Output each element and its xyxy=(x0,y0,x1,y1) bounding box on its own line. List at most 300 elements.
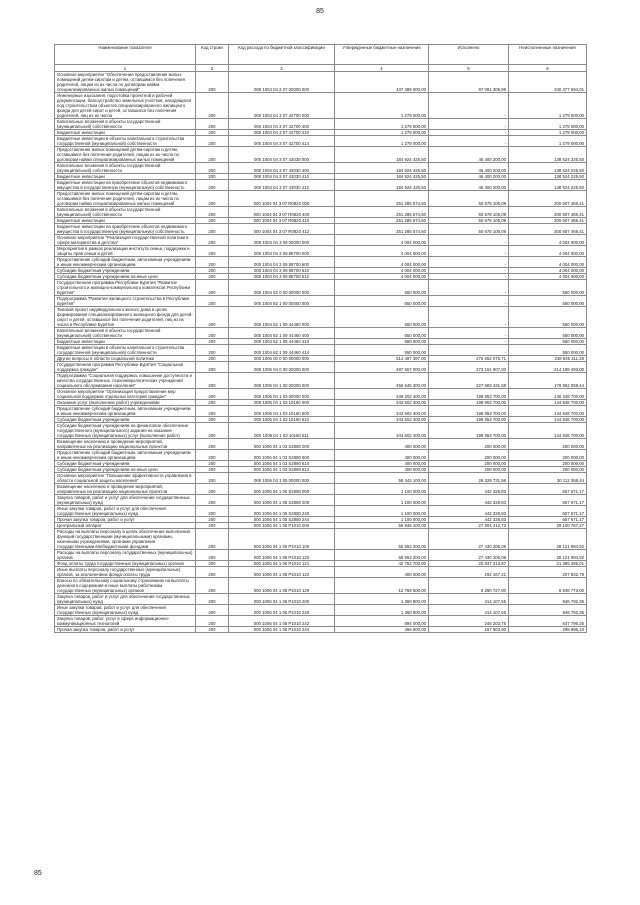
row-executed-amount: 273 161 907,00 xyxy=(429,362,509,373)
table-row xyxy=(55,594,587,605)
row-classification-code: 000 1006 04 1 03 00000 000 xyxy=(229,389,335,400)
table-row xyxy=(55,163,587,174)
row-approved-amount: 4 004 000,00 xyxy=(335,246,429,257)
row-name: Иные закупки товаров, работ и услуг для обеспечения государственных (муниципальных) нужд xyxy=(55,506,196,517)
row-code: 200 xyxy=(196,550,229,561)
row-executed-amount: - xyxy=(429,296,509,307)
column-header-code: Код строки xyxy=(196,45,229,65)
row-code: 200 xyxy=(196,147,229,163)
row-name: Субсидии бюджетным учреждениям на иные цели xyxy=(55,274,196,280)
row-approved-amount: 251 285 574,50 xyxy=(335,224,429,235)
row-approved-amount: 184 924 425,50 xyxy=(335,147,429,163)
row-unexecuted-amount: 657 671,17 xyxy=(509,484,587,495)
row-name: Капитальные вложения в объекты государственной (муниципальной) собственности xyxy=(55,163,196,174)
row-unexecuted-amount: 200 000,00 xyxy=(509,439,587,450)
row-name: Иные закупки товаров, работ и услуг для обеспечения государственных (муниципальных) нужд xyxy=(55,605,196,616)
row-executed-amount: - xyxy=(429,235,509,246)
row-code: 200 xyxy=(196,218,229,224)
row-code: 200 xyxy=(196,180,229,191)
row-name: Предоставление жилых помещений детям-сиротам и детям, оставшимся без попечения родителей, лицам из их числа по договорам найма специализированных жилых помещений xyxy=(55,191,196,207)
table-row xyxy=(55,627,587,633)
row-unexecuted-amount: 657 671,17 xyxy=(509,495,587,506)
row-classification-code: 000 1006 04 1 05 P1010 120 xyxy=(229,550,335,561)
row-approved-amount: 1 100 000,00 xyxy=(335,484,429,495)
row-executed-amount: 442 328,83 xyxy=(429,484,509,495)
row-code: 200 xyxy=(196,345,229,356)
row-executed-amount: - xyxy=(429,280,509,296)
row-approved-amount: 456 645 300,00 xyxy=(335,373,429,389)
row-code: 200 xyxy=(196,246,229,257)
row-unexecuted-amount: 946 792,35 xyxy=(509,605,587,616)
row-approved-amount: 400 000,00 xyxy=(335,450,429,461)
row-executed-amount: 50 678 105,09 xyxy=(429,207,509,218)
table-row xyxy=(55,439,587,450)
row-approved-amount: 343 602 400,00 xyxy=(335,417,429,423)
row-executed-amount: 27 430 205,08 xyxy=(429,550,509,561)
row-classification-code: 000 1004 04 3 07 00000 000 xyxy=(229,72,335,93)
row-unexecuted-amount: 1 279 000,00 xyxy=(509,119,587,130)
row-executed-amount: 200 000,00 xyxy=(429,450,509,461)
row-executed-amount: 50 678 105,09 xyxy=(429,191,509,207)
column-header-executed: Исполнено xyxy=(429,45,509,65)
row-approved-amount: 437 489 000,00 xyxy=(335,72,429,93)
row-name: Закупка товаров, работ и услуг для обеспечения государственных (муниципальных) нужд xyxy=(55,594,196,605)
row-executed-amount: 198 853 700,00 xyxy=(429,423,509,439)
row-code: 200 xyxy=(196,605,229,616)
row-classification-code: 000 1004 04 3 07 42700 414 xyxy=(229,136,335,147)
row-name: Расходы на выплаты персоналу в целях обеспечения выполнения функций государственными (муниципальными) органами, казенными учреждениями, органами управления государственными внебюджетными фондами xyxy=(55,529,196,550)
table-row xyxy=(55,506,587,517)
table-row xyxy=(55,567,587,578)
table-row xyxy=(55,345,587,356)
row-unexecuted-amount: 1 279 000,00 xyxy=(509,136,587,147)
row-code: 200 xyxy=(196,400,229,406)
table-header-row xyxy=(55,45,587,65)
row-code: 200 xyxy=(196,373,229,389)
row-code: 200 xyxy=(196,130,229,136)
row-unexecuted-amount: 178 962 068,44 xyxy=(509,373,587,389)
row-executed-amount: 200 000,00 xyxy=(429,467,509,473)
row-code: 200 xyxy=(196,362,229,373)
row-name: Государственная программа Республики Бурятия "Развитие строительного и жилищно-коммунального комплексов Республики Бурятия" xyxy=(55,280,196,296)
row-unexecuted-amount: 1 279 000,00 xyxy=(509,93,587,119)
row-name: Возмещение населению и проведение мероприятий, направленных на реализацию национальных проектов xyxy=(55,439,196,450)
row-code: 200 xyxy=(196,523,229,529)
row-executed-amount: 46 400 200,00 xyxy=(429,174,509,180)
row-executed-amount: 20 837 313,87 xyxy=(429,561,509,567)
row-executed-amount: 442 328,83 xyxy=(429,506,509,517)
row-approved-amount: 1 360 900,00 xyxy=(335,605,429,616)
row-code: 200 xyxy=(196,257,229,268)
row-unexecuted-amount: 946 792,35 xyxy=(509,594,587,605)
row-approved-amount: 4 004 000,00 xyxy=(335,274,429,280)
table-row xyxy=(55,296,587,307)
row-code: 200 xyxy=(196,296,229,307)
row-approved-amount: 550 000,00 xyxy=(335,328,429,339)
row-classification-code: 000 1004 04 3 07 43030 000 xyxy=(229,147,335,163)
row-name: Прочая закупка товаров, работ и услуг xyxy=(55,517,196,523)
row-approved-amount: 400 000,00 xyxy=(335,467,429,473)
row-code: 200 xyxy=(196,207,229,218)
row-classification-code: 000 1006 04 1 03 10160 610 xyxy=(229,417,335,423)
row-code: 200 xyxy=(196,136,229,147)
row-classification-code: 000 1006 04 1 03 10160 000 xyxy=(229,400,335,406)
row-code: 200 xyxy=(196,578,229,594)
table-body xyxy=(55,72,587,633)
row-unexecuted-amount: 138 524 225,50 xyxy=(509,163,587,174)
row-name: Государственная программа Республики Бурятия "Социальная поддержка граждан" xyxy=(55,362,196,373)
row-approved-amount: 1 279 000,00 xyxy=(335,93,429,119)
row-code: 200 xyxy=(196,339,229,345)
row-unexecuted-amount: 4 004 000,00 xyxy=(509,268,587,274)
row-name: Иные выплаты персоналу государственных (муниципальных) органов, за исключением фонда оплаты труда xyxy=(55,567,196,578)
table-row xyxy=(55,473,587,484)
row-classification-code: 000 1004 04 3 07 R0820 000 xyxy=(229,191,335,207)
row-name: Субсидии бюджетным учреждениям на финансовое обеспечение государственного (муниципального) задания на оказание государственных (муниципальных) услуг (выполнение работ) xyxy=(55,423,196,439)
page-number-bottom: 85 xyxy=(34,870,42,877)
row-executed-amount: 46 400 200,00 xyxy=(429,180,509,191)
row-name: Подпрограмма "Социальная поддержка, повышение доступности и качества государственных, психоневрологических учреждений социального обслуживания населения" xyxy=(55,373,196,389)
row-classification-code: 000 1006 04 1 05 P1010 200 xyxy=(229,594,335,605)
row-executed-amount: 46 400 200,00 xyxy=(429,163,509,174)
row-classification-code: 000 1006 04 0 00 00000 000 xyxy=(229,362,335,373)
row-approved-amount: 184 924 425,50 xyxy=(335,180,429,191)
row-name: Бюджетные инвестиции на приобретение объектов недвижимого имущества в государственную (муниципальную) собственность xyxy=(55,224,196,235)
row-executed-amount: 199 853 700,00 xyxy=(429,389,509,400)
row-executed-amount: - xyxy=(429,119,509,130)
row-unexecuted-amount: 200 607 469,41 xyxy=(509,191,587,207)
row-unexecuted-amount: 200 607 469,41 xyxy=(509,218,587,224)
row-code: 200 xyxy=(196,467,229,473)
row-unexecuted-amount: 4 004 000,00 xyxy=(509,246,587,257)
row-name: Прочая закупка товаров, работ и услуг xyxy=(55,627,196,633)
row-code: 200 xyxy=(196,495,229,506)
row-name: Бюджетные инвестиции xyxy=(55,130,196,136)
row-approved-amount: 343 602 400,00 xyxy=(335,400,429,406)
row-approved-amount: 1 279 000,00 xyxy=(335,130,429,136)
row-classification-code: 000 1004 04 3 07 R0820 400 xyxy=(229,207,335,218)
row-classification-code: 000 1006 04 1 00 00000 000 xyxy=(229,373,335,389)
row-name: Капитальные вложения в объекты государственной (муниципальной) собственности xyxy=(55,207,196,218)
row-executed-amount: 200 000,00 xyxy=(429,461,509,467)
row-executed-amount: - xyxy=(429,339,509,345)
row-classification-code: 000 1006 04 1 03 10160 600 xyxy=(229,406,335,417)
row-code: 200 xyxy=(196,506,229,517)
row-classification-code: 000 1006 00 0 00 00000 000 xyxy=(229,356,335,362)
row-unexecuted-amount: 29 100 767,27 xyxy=(509,523,587,529)
row-name: Бюджетные инвестиции в объекты капитального строительства государственной (муниципальной) собственности xyxy=(55,136,196,147)
table-row xyxy=(55,136,587,147)
row-name: Расходы на выплаты персоналу государственных (муниципальных) органов xyxy=(55,550,196,561)
row-unexecuted-amount: 4 004 000,00 xyxy=(509,235,587,246)
row-unexecuted-amount: 298 996,10 xyxy=(509,627,587,633)
budget-execution-table xyxy=(54,44,587,633)
row-executed-amount: 414 107,65 xyxy=(429,605,509,616)
row-classification-code: 000 1006 04 1 03 10160 611 xyxy=(229,423,335,439)
row-unexecuted-amount: 657 671,17 xyxy=(509,517,587,523)
row-unexecuted-amount: 200 000,00 xyxy=(509,450,587,461)
row-code: 200 xyxy=(196,406,229,417)
row-code: 200 xyxy=(196,307,229,328)
table-row xyxy=(55,207,587,218)
row-approved-amount: 1 100 000,00 xyxy=(335,506,429,517)
row-code: 200 xyxy=(196,268,229,274)
row-name: Инженерные изыскания, подготовка проектной и рабочей документации, благоустройство земельных участков, находящихся под строительством объектов специализированного жилищного фонда для детей-сирот и детей, оставшихся без попечения родителей, лиц из их числа xyxy=(55,93,196,119)
row-code: 200 xyxy=(196,163,229,174)
row-unexecuted-amount: 550 000,00 xyxy=(509,339,587,345)
row-code: 200 xyxy=(196,72,229,93)
row-code: 200 xyxy=(196,280,229,296)
row-name: Предоставление субсидий бюджетным, автономным учреждениям и иным некоммерческим организациям xyxy=(55,406,196,417)
row-name: Типовой проект индивидуального жилого дома в целях формирования специализированного жилищного фонда для детей-сирот и детей, оставшихся без попечения родителей, лиц из их числа в Республике Бурятия xyxy=(55,307,196,328)
row-approved-amount: 4 004 000,00 xyxy=(335,268,429,274)
row-name: Предоставление субсидий бюджетным, автономным учреждениям и иным некоммерческим организациям xyxy=(55,450,196,461)
row-approved-amount: 514 497 387,00 xyxy=(335,356,429,362)
row-classification-code: 000 1006 04 1 05 S2880 200 xyxy=(229,495,335,506)
row-executed-amount: 200 000,00 xyxy=(429,439,509,450)
table-row xyxy=(55,246,587,257)
row-name: Бюджетные инвестиции на приобретение объектов недвижимого имущества в государственную (муниципальную) собственность xyxy=(55,180,196,191)
row-code: 200 xyxy=(196,484,229,495)
row-executed-amount: 6 290 727,00 xyxy=(429,578,509,594)
row-executed-amount: - xyxy=(429,93,509,119)
row-classification-code: 000 1004 04 3 09 88700 600 xyxy=(229,257,335,268)
row-classification-code: 000 1004 04 3 07 42700 410 xyxy=(229,130,335,136)
row-approved-amount: 55 552 200,00 xyxy=(335,529,429,550)
row-unexecuted-amount: 144 848 700,00 xyxy=(509,406,587,417)
row-approved-amount: 184 924 425,50 xyxy=(335,174,429,180)
row-classification-code: 000 1006 04 1 03 S2880 600 xyxy=(229,450,335,461)
row-name: Закупка товаров, работ, услуг в сфере информационно-коммуникационных технологий xyxy=(55,616,196,627)
row-approved-amount: 42 752 700,00 xyxy=(335,561,429,567)
row-code: 200 xyxy=(196,328,229,339)
row-classification-code: 000 1006 04 1 05 S2880 244 xyxy=(229,517,335,523)
row-approved-amount: 4 004 000,00 xyxy=(335,257,429,268)
row-approved-amount: 400 000,00 xyxy=(335,461,429,467)
table-row xyxy=(55,450,587,461)
row-code: 200 xyxy=(196,517,229,523)
column-number: 2 xyxy=(196,65,229,72)
row-classification-code: 000 1004 62 1 00 00000 000 xyxy=(229,296,335,307)
row-executed-amount: - xyxy=(429,257,509,268)
row-name: Подпрограмма "Развитие жилищного строительства в Республике Бурятия" xyxy=(55,296,196,307)
row-name: Основное мероприятие "Повышение эффективности управления в области социальной защиты населения" xyxy=(55,473,196,484)
row-name: Субсидии бюджетным учреждениям xyxy=(55,268,196,274)
column-number: 1 xyxy=(55,65,196,72)
table-row xyxy=(55,605,587,616)
row-approved-amount: 343 602 400,00 xyxy=(335,406,429,417)
column-number: 5 xyxy=(429,65,509,72)
row-code: 200 xyxy=(196,356,229,362)
row-unexecuted-amount: 340 377 694,01 xyxy=(509,72,587,93)
row-classification-code: 000 1006 04 1 05 P1010 121 xyxy=(229,561,335,567)
row-name: Мероприятия в рамках реализации института семьи, поддержки и защиты прав семьи и детей xyxy=(55,246,196,257)
row-approved-amount: 466 900,00 xyxy=(335,627,429,633)
table-row xyxy=(55,257,587,268)
row-name: Капитальные вложения в объекты государственной (муниципальной) собственности xyxy=(55,119,196,130)
row-classification-code: 000 1004 04 3 09 88700 612 xyxy=(229,274,335,280)
table-row xyxy=(55,180,587,191)
table-row xyxy=(55,578,587,594)
row-classification-code: 000 1004 04 3 07 43030 410 xyxy=(229,174,335,180)
row-approved-amount: 1 279 000,00 xyxy=(335,119,429,130)
row-classification-code: 000 1004 04 3 09 88700 000 xyxy=(229,246,335,257)
row-unexecuted-amount: 200 607 469,41 xyxy=(509,224,587,235)
row-unexecuted-amount: 238 845 311,29 xyxy=(509,356,587,362)
row-approved-amount: 56 946 100,00 xyxy=(335,523,429,529)
column-header-approved: Утвержденные бюджетные назначения xyxy=(335,45,429,65)
row-code: 200 xyxy=(196,119,229,130)
row-code: 200 xyxy=(196,627,229,633)
row-executed-amount: 442 328,83 xyxy=(429,495,509,506)
row-approved-amount: 58 442 100,00 xyxy=(335,473,429,484)
column-header-unexecuted: Неисполненные назначения xyxy=(509,45,587,65)
row-executed-amount: 97 091 305,99 xyxy=(429,72,509,93)
row-unexecuted-amount: 200 607 469,41 xyxy=(509,207,587,218)
row-code: 200 xyxy=(196,417,229,423)
row-name: Бюджетные инвестиции xyxy=(55,339,196,345)
row-code: 200 xyxy=(196,594,229,605)
row-unexecuted-amount: 1 279 000,00 xyxy=(509,130,587,136)
row-unexecuted-amount: 550 000,00 xyxy=(509,345,587,356)
row-approved-amount: 400 000,00 xyxy=(335,439,429,450)
row-approved-amount: 12 759 500,00 xyxy=(335,578,429,594)
row-unexecuted-amount: 28 121 994,92 xyxy=(509,529,587,550)
row-approved-amount: 346 202 400,00 xyxy=(335,389,429,400)
row-approved-amount: 1 360 900,00 xyxy=(335,594,429,605)
row-approved-amount: 4 004 000,00 xyxy=(335,235,429,246)
row-executed-amount: 46 400 200,00 xyxy=(429,147,509,163)
row-approved-amount: 1 100 000,00 xyxy=(335,495,429,506)
row-code: 200 xyxy=(196,389,229,400)
row-code: 200 xyxy=(196,423,229,439)
table-row xyxy=(55,224,587,235)
row-classification-code: 000 1006 04 1 05 S2880 000 xyxy=(229,484,335,495)
row-executed-amount: 50 678 105,09 xyxy=(429,218,509,224)
row-unexecuted-amount: 6 848 773,00 xyxy=(509,578,587,594)
row-classification-code: 000 1006 04 1 05 P1010 000 xyxy=(229,523,335,529)
row-executed-amount: 27 804 412,73 xyxy=(429,523,509,529)
row-name: Другие вопросы в области социальной политики xyxy=(55,356,196,362)
row-unexecuted-amount: 138 524 225,50 xyxy=(509,147,587,163)
row-executed-amount: 50 678 105,09 xyxy=(429,224,509,235)
row-name: Взносы по обязательному социальному страхованию на выплаты денежного содержания и иные выплаты работникам государственных (муниципальных) органов xyxy=(55,578,196,594)
row-classification-code: 000 1004 04 3 07 42700 400 xyxy=(229,119,335,130)
row-name: Предоставление субсидий бюджетным, автономным учреждениям и иным некоммерческим организациям xyxy=(55,257,196,268)
row-name: Основное мероприятие "Обеспечение предоставления жилых помещений детям-сиротам и детям, оставшимся без попечения родителей, лицам из их числа по договорам найма специализированных жилых помещений" xyxy=(55,72,196,93)
row-executed-amount: 27 430 205,08 xyxy=(429,529,509,550)
row-executed-amount: 198 853 700,00 xyxy=(429,400,509,406)
column-number-row xyxy=(55,65,587,72)
row-classification-code: 000 1006 04 1 05 00000 000 xyxy=(229,473,335,484)
row-classification-code: 000 1006 04 1 03 S2880 610 xyxy=(229,461,335,467)
row-unexecuted-amount: 214 195 493,00 xyxy=(509,362,587,373)
page-number-top: 85 xyxy=(316,8,324,15)
row-approved-amount: 251 285 574,50 xyxy=(335,218,429,224)
row-unexecuted-amount: 4 004 000,00 xyxy=(509,274,587,280)
row-executed-amount: - xyxy=(429,274,509,280)
row-unexecuted-amount: 144 848 700,00 xyxy=(509,400,587,406)
row-approved-amount: 550 000,00 xyxy=(335,339,429,345)
row-classification-code: 000 1006 04 1 05 P1010 100 xyxy=(229,529,335,550)
row-name: Бюджетные инвестиции в объекты капитального строительства государственной (муниципальной) собственности xyxy=(55,345,196,356)
row-code: 200 xyxy=(196,616,229,627)
column-number: 6 xyxy=(509,65,587,72)
row-name: Основное мероприятие "Организация предоставления мер социальной поддержки отдельных категорий граждан" xyxy=(55,389,196,400)
table-row xyxy=(55,307,587,328)
row-unexecuted-amount: 146 348 700,00 xyxy=(509,389,587,400)
row-executed-amount: 275 652 075,71 xyxy=(429,356,509,362)
table-row xyxy=(55,423,587,439)
table-row xyxy=(55,280,587,296)
row-classification-code: 000 1004 04 3 07 43030 412 xyxy=(229,180,335,191)
row-classification-code: 000 1006 04 1 03 S2880 612 xyxy=(229,467,335,473)
row-code: 200 xyxy=(196,450,229,461)
row-name: Предоставление жилых помещений детям-сиротам и детям, оставшимся без попечения родителей, лицам из их числа по договорам найма специализированных жилых помещений xyxy=(55,147,196,163)
row-unexecuted-amount: 550 000,00 xyxy=(509,280,587,296)
row-executed-amount: - xyxy=(429,345,509,356)
row-unexecuted-amount: 144 848 700,00 xyxy=(509,417,587,423)
row-code: 200 xyxy=(196,461,229,467)
row-executed-amount: 28 329 731,58 xyxy=(429,473,509,484)
row-code: 200 xyxy=(196,235,229,246)
table-row xyxy=(55,406,587,417)
row-executed-amount: 198 853 700,00 xyxy=(429,406,509,417)
row-approved-amount: 251 285 574,50 xyxy=(335,191,429,207)
row-executed-amount: - xyxy=(429,307,509,328)
row-name: Бюджетные инвестиции xyxy=(55,218,196,224)
table-row xyxy=(55,72,587,93)
row-classification-code: 000 1006 04 1 05 S2880 240 xyxy=(229,506,335,517)
row-approved-amount: 1 100 000,00 xyxy=(335,517,429,523)
row-executed-amount: - xyxy=(429,136,509,147)
table-row xyxy=(55,328,587,339)
row-executed-amount: 192 167,21 xyxy=(429,567,509,578)
table-row xyxy=(55,147,587,163)
row-unexecuted-amount: 657 671,17 xyxy=(509,506,587,517)
table-row xyxy=(55,235,587,246)
row-unexecuted-amount: 550 000,00 xyxy=(509,328,587,339)
row-code: 200 xyxy=(196,274,229,280)
row-unexecuted-amount: 207 832,79 xyxy=(509,567,587,578)
row-classification-code: 000 1004 04 3 09 88700 610 xyxy=(229,268,335,274)
row-name: Центральный аппарат xyxy=(55,523,196,529)
row-code: 200 xyxy=(196,561,229,567)
row-executed-amount: - xyxy=(429,328,509,339)
row-executed-amount: 167 903,90 xyxy=(429,627,509,633)
row-code: 200 xyxy=(196,567,229,578)
row-classification-code: 000 1004 62 1 09 44460 414 xyxy=(229,345,335,356)
row-approved-amount: 550 000,00 xyxy=(335,280,429,296)
row-approved-amount: 400 000,00 xyxy=(335,567,429,578)
row-unexecuted-amount: 138 524 225,50 xyxy=(509,174,587,180)
row-unexecuted-amount: 200 000,00 xyxy=(509,467,587,473)
row-classification-code: 000 1006 04 1 05 P1010 122 xyxy=(229,567,335,578)
row-approved-amount: 894 000,00 xyxy=(335,616,429,627)
row-code: 200 xyxy=(196,224,229,235)
row-unexecuted-amount: 200 000,00 xyxy=(509,461,587,467)
row-code: 200 xyxy=(196,93,229,119)
column-header-classification: Код расхода по бюджетной классификации xyxy=(229,45,335,65)
row-name: Субсидии бюджетным учреждениям xyxy=(55,417,196,423)
row-name: Субсидии бюджетным учреждениям на иные цели xyxy=(55,467,196,473)
row-approved-amount: 251 285 574,50 xyxy=(335,207,429,218)
row-code: 200 xyxy=(196,529,229,550)
row-classification-code: 000 1006 04 1 05 P1010 129 xyxy=(229,578,335,594)
row-classification-code: 000 1006 04 1 03 S2880 000 xyxy=(229,439,335,450)
row-approved-amount: 184 924 425,50 xyxy=(335,163,429,174)
column-number: 3 xyxy=(229,65,335,72)
